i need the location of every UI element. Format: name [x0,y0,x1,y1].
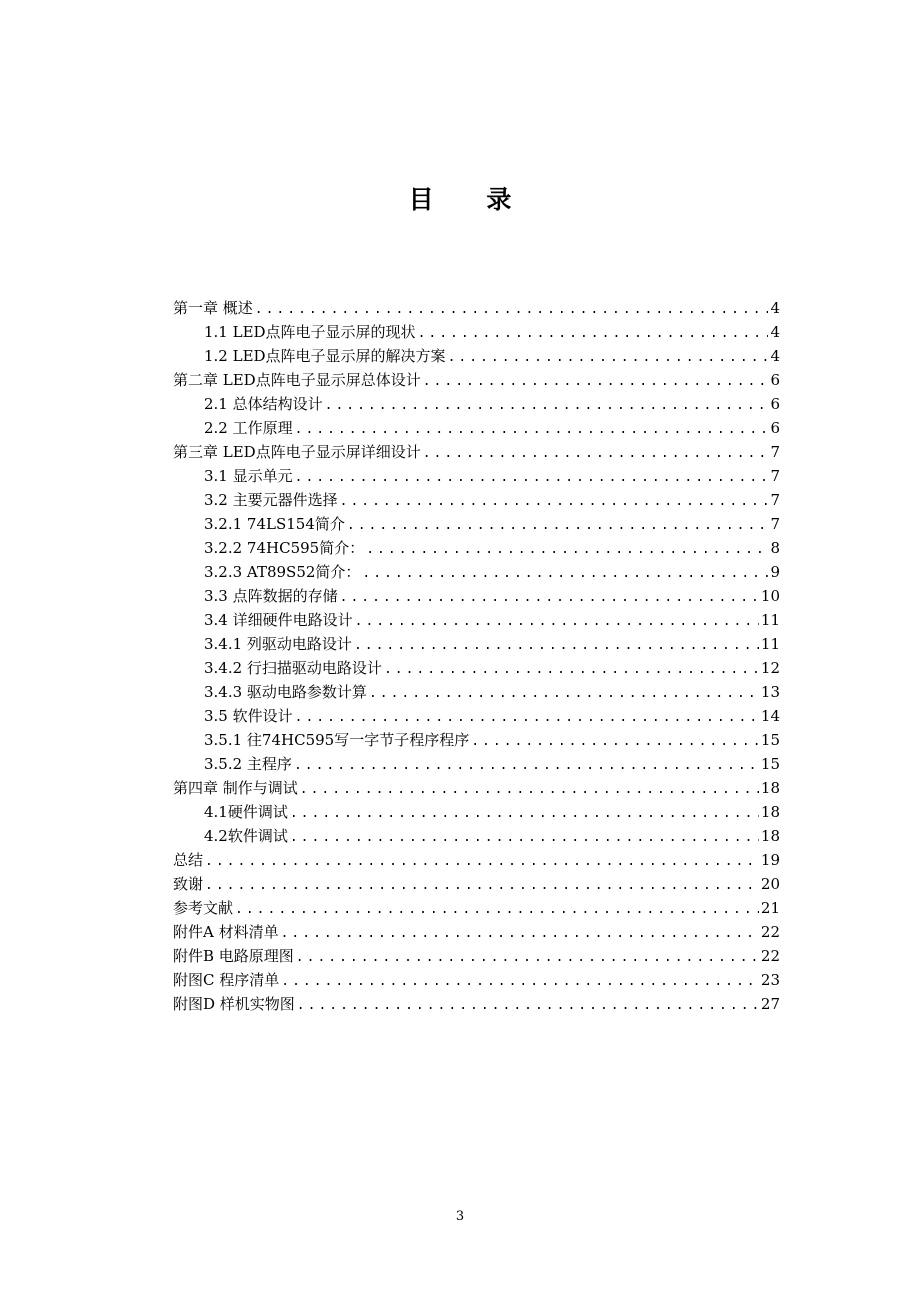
toc-entry[interactable] [173,560,780,584]
toc-entry-title: 第四章 制作与调试 [173,779,298,797]
toc-entry-title: 2.2 工作原理 [204,419,293,437]
toc-dot-leader [235,898,759,922]
toc-entry-page: 22 [760,947,780,965]
toc-dot-leader [300,778,759,802]
toc-entry-title: 附件A 材料清单 [173,923,279,941]
toc-dot-leader [423,370,769,394]
toc-entry-title: 3.4 详细硬件电路设计 [204,611,353,629]
toc-entry[interactable] [173,968,780,992]
toc-entry[interactable] [173,536,780,560]
toc-entry-title: 3.4.2 行扫描驱动电路设计 [204,659,382,677]
toc-entry-page: 4 [770,347,780,365]
toc-entry-title: 2.1 总体结构设计 [204,395,323,413]
toc-entry-title: 3.2.2 74HC595简介： [204,539,365,557]
toc-entry[interactable] [173,752,780,776]
toc-entry-page: 4 [770,299,780,317]
toc-entry-page: 20 [760,875,780,893]
toc-entry-page: 14 [760,707,780,725]
toc-entry-title: 1.2 LED点阵电子显示屏的解决方案 [204,347,446,365]
toc-entry-page: 11 [760,611,780,629]
toc-entry[interactable] [173,896,780,920]
toc-dot-leader [448,346,769,370]
toc-entry-title: 3.5.1 往74HC595写一字节子程序程序 [204,731,470,749]
toc-entry-title: 3.2 主要元器件选择 [204,491,338,509]
toc-dot-leader [296,946,759,970]
toc-dot-leader [205,850,759,874]
toc-entry-title: 3.2.3 AT89S52简介： [204,563,361,581]
toc-entry[interactable] [173,728,780,752]
toc-entry-page: 19 [760,851,780,869]
toc-dot-leader [281,922,759,946]
toc-entry-page: 4 [770,323,780,341]
toc-entry-title: 3.5.2 主程序 [204,755,292,773]
toc-entry-title: 参考文献 [173,899,234,917]
toc-dot-leader [418,322,769,346]
toc-dot-leader [347,514,769,538]
toc-entry[interactable] [173,392,780,416]
toc-entry[interactable] [173,848,780,872]
toc-entry-title: 总结 [173,851,204,869]
page-title: 目 录 [408,185,534,214]
toc-entry[interactable] [173,992,780,1016]
toc-entry-page: 6 [770,371,780,389]
toc-entry-page: 7 [770,491,780,509]
toc-dot-leader [340,490,769,514]
toc-entry[interactable] [173,824,780,848]
toc-entry[interactable] [173,344,780,368]
toc-entry[interactable] [173,680,780,704]
toc-entry-page: 18 [760,827,780,845]
toc-entry[interactable] [173,440,780,464]
toc-entry[interactable] [173,464,780,488]
toc-entry-page: 10 [760,587,780,605]
toc-entry[interactable] [173,632,780,656]
toc-dot-leader [205,874,759,898]
toc-entry[interactable] [173,488,780,512]
toc-dot-leader [325,394,769,418]
toc-entry-title: 第二章 LED点阵电子显示屏总体设计 [173,371,421,389]
toc-entry-title: 致谢 [173,875,204,893]
toc-entry[interactable] [173,944,780,968]
toc-entry-title: 3.4.3 驱动电路参数计算 [204,683,367,701]
toc-dot-leader [290,802,759,826]
toc-entry[interactable] [173,776,780,800]
toc-entry-page: 18 [760,803,780,821]
toc-dot-leader [255,298,769,322]
toc-entry-page: 12 [760,659,780,677]
toc-entry-title: 3.2.1 74LS154简介 [204,515,345,533]
toc-dot-leader [290,826,759,850]
toc-entry[interactable] [173,704,780,728]
page-number: 3 [455,1209,465,1224]
toc-dot-leader [295,466,769,490]
toc-entry-page: 13 [760,683,780,701]
toc-entry-page: 21 [760,899,780,917]
toc-dot-leader [295,418,769,442]
toc-entry-page: 11 [760,635,780,653]
toc-entry-title: 4.1硬件调试 [204,803,288,821]
toc-dot-leader [362,562,768,586]
toc-dot-leader [354,634,759,658]
toc-entry-title: 附件B 电路原理图 [173,947,294,965]
toc-entry-page: 23 [760,971,780,989]
toc-entry[interactable] [173,320,780,344]
toc-dot-leader [297,994,759,1018]
toc-entry-page: 6 [770,419,780,437]
toc-entry-title: 附图D 样机实物图 [173,995,295,1013]
toc-entry-title: 第一章 概述 [173,299,253,317]
toc-entry[interactable] [173,656,780,680]
toc-entry-title: 3.3 点阵数据的存储 [204,587,338,605]
toc-dot-leader [294,754,759,778]
toc-entry-page: 6 [770,395,780,413]
toc-entry[interactable] [173,608,780,632]
toc-dot-leader [423,442,769,466]
toc-entry-page: 7 [770,467,780,485]
toc-entry-title: 第三章 LED点阵电子显示屏详细设计 [173,443,421,461]
toc-entry[interactable] [173,584,780,608]
toc-entry[interactable] [173,800,780,824]
toc-dot-leader [295,706,759,730]
toc-entry[interactable] [173,872,780,896]
toc-entry[interactable] [173,920,780,944]
toc-entry-page: 7 [770,443,780,461]
toc-entry-page: 7 [770,515,780,533]
toc-entry-page: 22 [760,923,780,941]
toc-dot-leader [355,610,759,634]
toc-dot-leader [384,658,759,682]
toc-entry[interactable] [173,296,780,320]
toc-entry-title: 附图C 程序清单 [173,971,280,989]
toc-dot-leader [340,586,759,610]
toc-entry-title: 3.1 显示单元 [204,467,293,485]
toc-entry[interactable] [173,368,780,392]
toc-entry-title: 4.2软件调试 [204,827,288,845]
toc-entry-title: 1.1 LED点阵电子显示屏的现状 [204,323,416,341]
toc-dot-leader [366,538,768,562]
toc-entry-title: 3.4.1 列驱动电路设计 [204,635,352,653]
toc-dot-leader [281,970,759,994]
toc-entry[interactable] [173,512,780,536]
toc-entry-page: 9 [770,563,780,581]
table-of-contents [173,296,780,1016]
toc-dot-leader [369,682,759,706]
toc-entry-page: 27 [760,995,780,1013]
toc-entry-page: 8 [770,539,780,557]
toc-entry-page: 15 [760,755,780,773]
toc-entry-title: 3.5 软件设计 [204,707,293,725]
toc-entry-page: 15 [760,731,780,749]
toc-entry[interactable] [173,416,780,440]
toc-dot-leader [471,730,759,754]
toc-entry-page: 18 [760,779,780,797]
